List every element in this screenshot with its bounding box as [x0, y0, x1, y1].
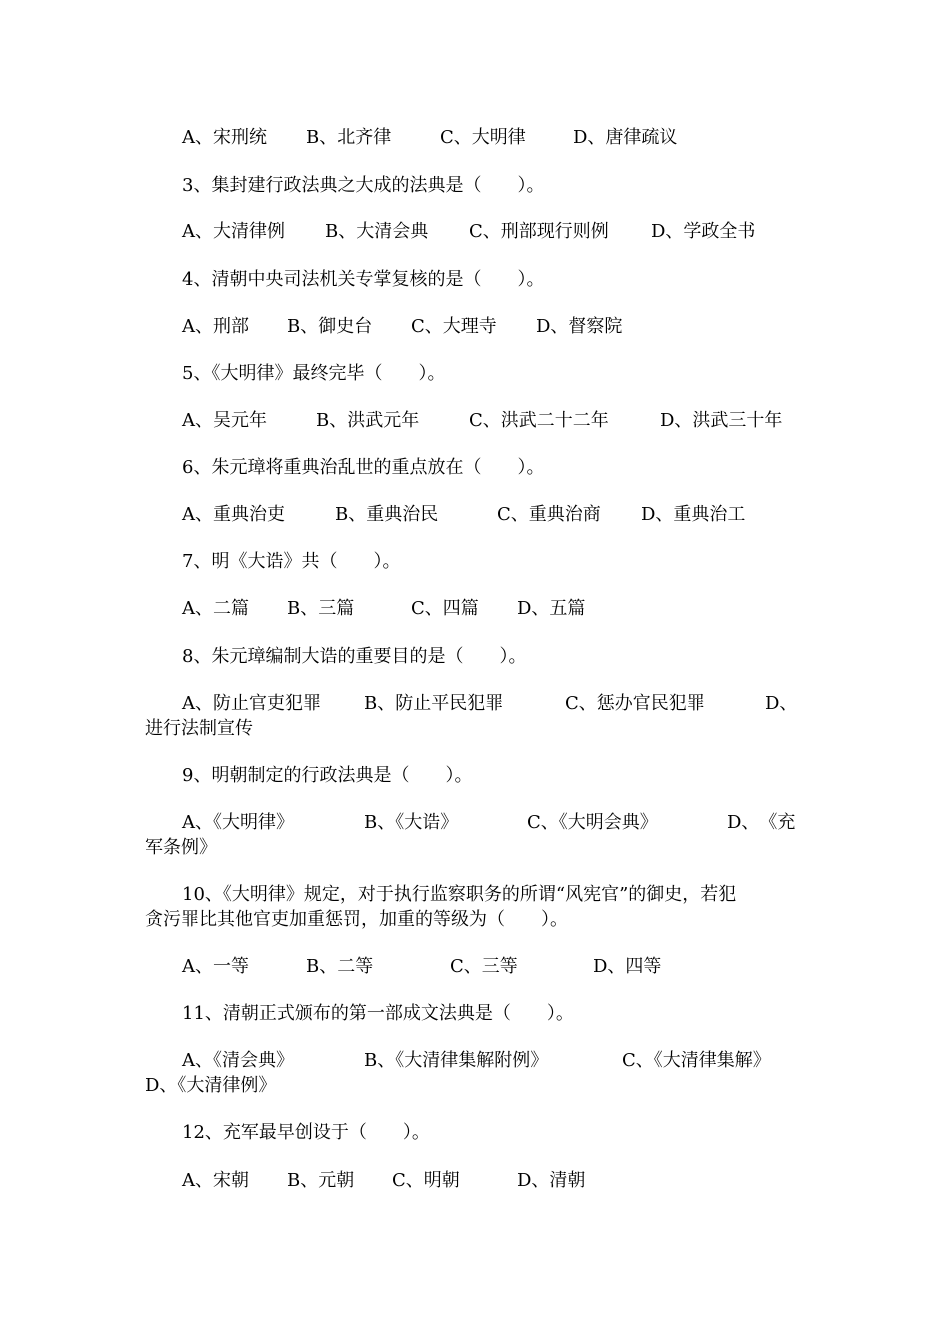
q9-option-d-continued: 军条例》 [145, 837, 217, 858]
q12-option-c: C、明朝 [392, 1170, 460, 1191]
q12-option-a: A、宋朝 [182, 1170, 249, 1191]
q10-question-line1: 10、《大明律》规定，对于执行监察职务的所谓“风宪官”的御史，若犯 [182, 884, 737, 905]
q10-option-b: B、二等 [306, 956, 374, 977]
q6-option-b: B、重典治民 [335, 504, 439, 525]
q3-option-b: B、大清会典 [325, 221, 429, 242]
q8-question: 8、朱元璋编制大诰的重要目的是（ ）。 [182, 646, 527, 667]
q12-option-d: D、清朝 [517, 1170, 586, 1191]
q6-option-c: C、重典治商 [497, 504, 601, 525]
q8-option-a: A、防止官吏犯罪 [182, 693, 321, 714]
q10-option-c: C、三等 [450, 956, 518, 977]
q3-question: 3、集封建行政法典之大成的法典是（ ）。 [182, 175, 545, 196]
q5-option-c: C、洪武二十二年 [469, 410, 609, 431]
q9-option-c: C、《大明会典》 [527, 812, 658, 833]
q7-option-c: C、四篇 [411, 598, 479, 619]
q5-option-b: B、洪武元年 [316, 410, 420, 431]
q7-option-a: A、二篇 [182, 598, 249, 619]
q9-option-a: A、《大明律》 [182, 812, 294, 833]
q5-option-a: A、吴元年 [182, 410, 267, 431]
q5-option-d: D、洪武三十年 [660, 410, 783, 431]
q11-option-a: A、《清会典》 [182, 1050, 294, 1071]
q9-option-b: B、《大诰》 [364, 812, 459, 833]
q4-option-a: A、刑部 [182, 316, 249, 337]
q12-question: 12、充军最早创设于（ ）。 [182, 1122, 430, 1143]
q2-option-a: A、宋刑统 [182, 127, 267, 148]
q8-option-c: C、惩办官民犯罪 [565, 693, 705, 714]
q6-option-d: D、重典治工 [641, 504, 746, 525]
q8-option-d: D、 [765, 693, 798, 714]
q5-question: 5、《大明律》最终完毕（ ）。 [182, 363, 446, 384]
q3-option-d: D、学政全书 [651, 221, 756, 242]
q7-option-d: D、五篇 [517, 598, 586, 619]
q2-option-b: B、北齐律 [306, 127, 392, 148]
q12-option-b: B、元朝 [287, 1170, 355, 1191]
q3-option-c: C、刑部现行则例 [469, 221, 609, 242]
q10-option-a: A、一等 [182, 956, 249, 977]
q2-option-d: D、唐律疏议 [573, 127, 678, 148]
q4-question: 4、清朝中央司法机关专掌复核的是（ ）。 [182, 269, 545, 290]
q2-option-c: C、大明律 [440, 127, 526, 148]
q9-question: 9、明朝制定的行政法典是（ ）。 [182, 765, 473, 786]
q4-option-b: B、御史台 [287, 316, 373, 337]
q7-question: 7、明《大诰》共（ ）。 [182, 551, 401, 572]
q10-option-d: D、四等 [593, 956, 662, 977]
q4-option-d: D、督察院 [536, 316, 623, 337]
q7-option-b: B、三篇 [287, 598, 355, 619]
q6-question: 6、朱元璋将重典治乱世的重点放在（ ）。 [182, 457, 545, 478]
q10-question-line2: 贪污罪比其他官吏加重惩罚，加重的等级为（ ）。 [145, 909, 568, 930]
q11-option-c: C、《大清律集解》 [622, 1050, 771, 1071]
q11-question: 11、清朝正式颁布的第一部成文法典是（ ）。 [182, 1003, 574, 1024]
q3-option-a: A、大清律例 [182, 221, 285, 242]
q9-option-d: D、 《充 [727, 812, 796, 833]
q11-option-b: B、《大清律集解附例》 [364, 1050, 549, 1071]
q8-option-b: B、防止平民犯罪 [364, 693, 504, 714]
q11-option-d: D、《大清律例》 [145, 1075, 277, 1096]
q8-option-d-continued: 进行法制宣传 [145, 718, 253, 739]
q6-option-a: A、重典治吏 [182, 504, 285, 525]
q4-option-c: C、大理寺 [411, 316, 497, 337]
